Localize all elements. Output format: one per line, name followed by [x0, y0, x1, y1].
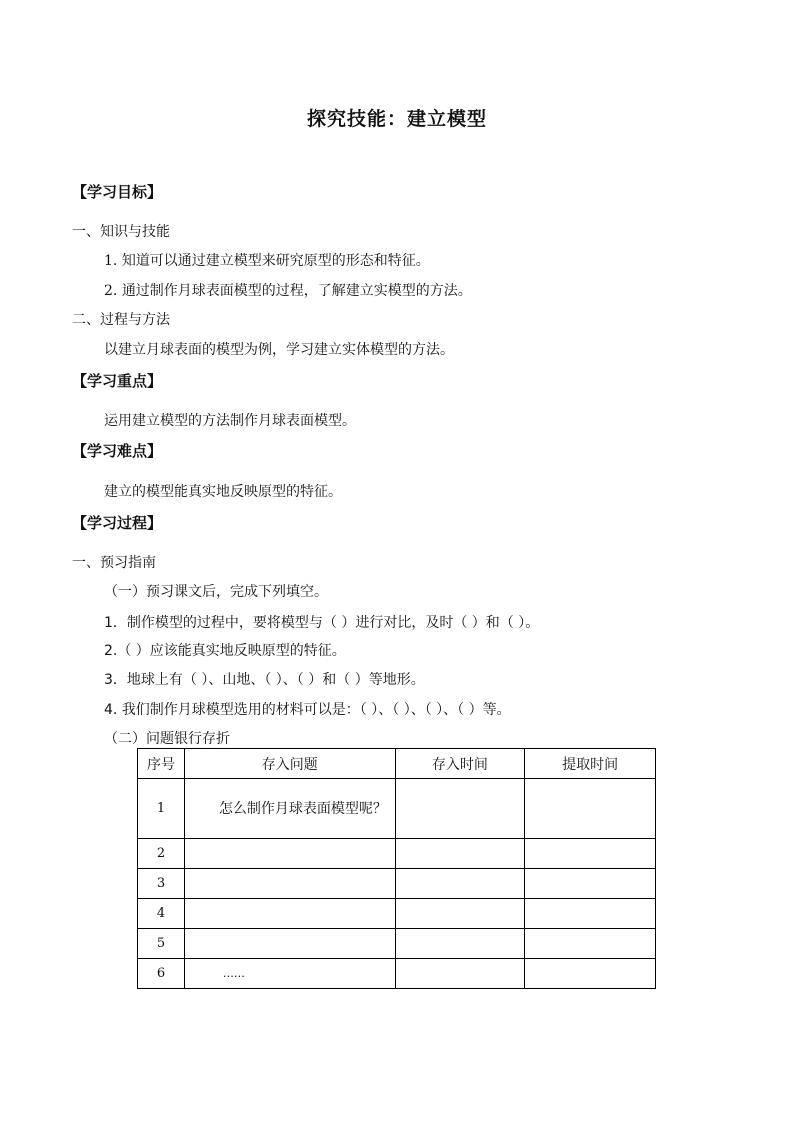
deposit-time-cell[interactable] [395, 929, 525, 959]
row-number: 5 [138, 929, 185, 959]
withdraw-time-cell[interactable] [525, 959, 656, 989]
withdraw-time-cell[interactable] [525, 869, 656, 899]
deposit-time-cell[interactable] [395, 869, 525, 899]
objectives-heading: 【学习目标】 [72, 183, 163, 201]
question-cell[interactable] [184, 899, 395, 929]
process-method-heading: 二、过程与方法 [72, 312, 170, 328]
deposit-time-cell[interactable] [395, 779, 525, 839]
table-row [138, 779, 656, 839]
question-text: 怎么制作月球表面模型呢？ [218, 800, 387, 817]
fill-blank-item: 1．制作模型的过程中，要将模型与（ ）进行对比，及时（ ）和（ ）。 [104, 615, 540, 631]
deposit-time-cell[interactable] [395, 959, 525, 989]
table-row [138, 959, 656, 989]
withdraw-time-cell[interactable] [525, 899, 656, 929]
question-cell[interactable] [184, 839, 395, 869]
objective-item-text: 通过制作月球表面模型的过程，了解建立实模型的方法。 [121, 283, 472, 299]
question-cell[interactable] [184, 869, 395, 899]
objective-item [104, 250, 430, 270]
table-header-row [138, 749, 656, 779]
withdraw-time-cell[interactable] [525, 779, 656, 839]
focus-text: 运用建立模型的方法制作月球表面模型。 [104, 413, 356, 429]
row-number: 2 [138, 839, 185, 869]
withdraw-time-cell[interactable] [525, 929, 656, 959]
fill-blank-instruction: （一）预习课文后，完成下列填空。 [104, 584, 328, 600]
table-row [138, 929, 656, 959]
difficulty-text: 建立的模型能真实地反映原型的特征。 [104, 484, 342, 500]
fill-blank-item: 2.（ ）应该能真实地反映原型的特征。 [104, 643, 346, 659]
question-cell[interactable]: …… [184, 959, 395, 989]
objective-item-text: 知道可以通过建立模型来研究原型的形态和特征。 [121, 253, 430, 269]
table-row [138, 839, 656, 869]
fill-blank-item: 3．地球上有（ ）、山地、（ ）、（ ）和（ ）等地形。 [104, 672, 425, 688]
process-heading: 【学习过程】 [72, 514, 163, 532]
question-cell[interactable] [184, 929, 395, 959]
question-bank-table [137, 748, 656, 989]
deposit-time-cell[interactable] [395, 899, 525, 929]
row-number: 1 [138, 779, 185, 839]
objective-item-number: 1. [104, 253, 118, 269]
question-bank-heading: （二）问题银行存折 [104, 731, 230, 747]
fill-blank-item: 4. 我们制作月球模型选用的材料可以是：（ ）、（ ）、（ ）、（ ）等。 [104, 702, 511, 718]
withdraw-time-cell[interactable] [525, 839, 656, 869]
preview-guide-heading: 一、预习指南 [72, 555, 156, 571]
row-number: 4 [138, 899, 185, 929]
deposit-time-cell[interactable] [395, 839, 525, 869]
objective-item-number: 2. [104, 283, 118, 299]
column-header-deposit-time: 存入时间 [395, 749, 525, 779]
focus-heading: 【学习重点】 [72, 372, 163, 390]
column-header-question: 存入问题 [184, 749, 395, 779]
objective-item [104, 280, 472, 300]
table-row [138, 899, 656, 929]
table-row [138, 869, 656, 899]
column-header-withdraw-time: 提取时间 [525, 749, 656, 779]
column-header-index: 序号 [138, 749, 185, 779]
difficulty-heading: 【学习难点】 [72, 442, 163, 460]
question-cell[interactable] [184, 779, 395, 839]
knowledge-skills-heading: 一、知识与技能 [72, 224, 170, 240]
row-number: 3 [138, 869, 185, 899]
row-number: 6 [138, 959, 185, 989]
page-title: 探究技能：建立模型 [306, 108, 487, 130]
process-method-text: 以建立月球表面的模型为例，学习建立实体模型的方法。 [104, 342, 454, 358]
